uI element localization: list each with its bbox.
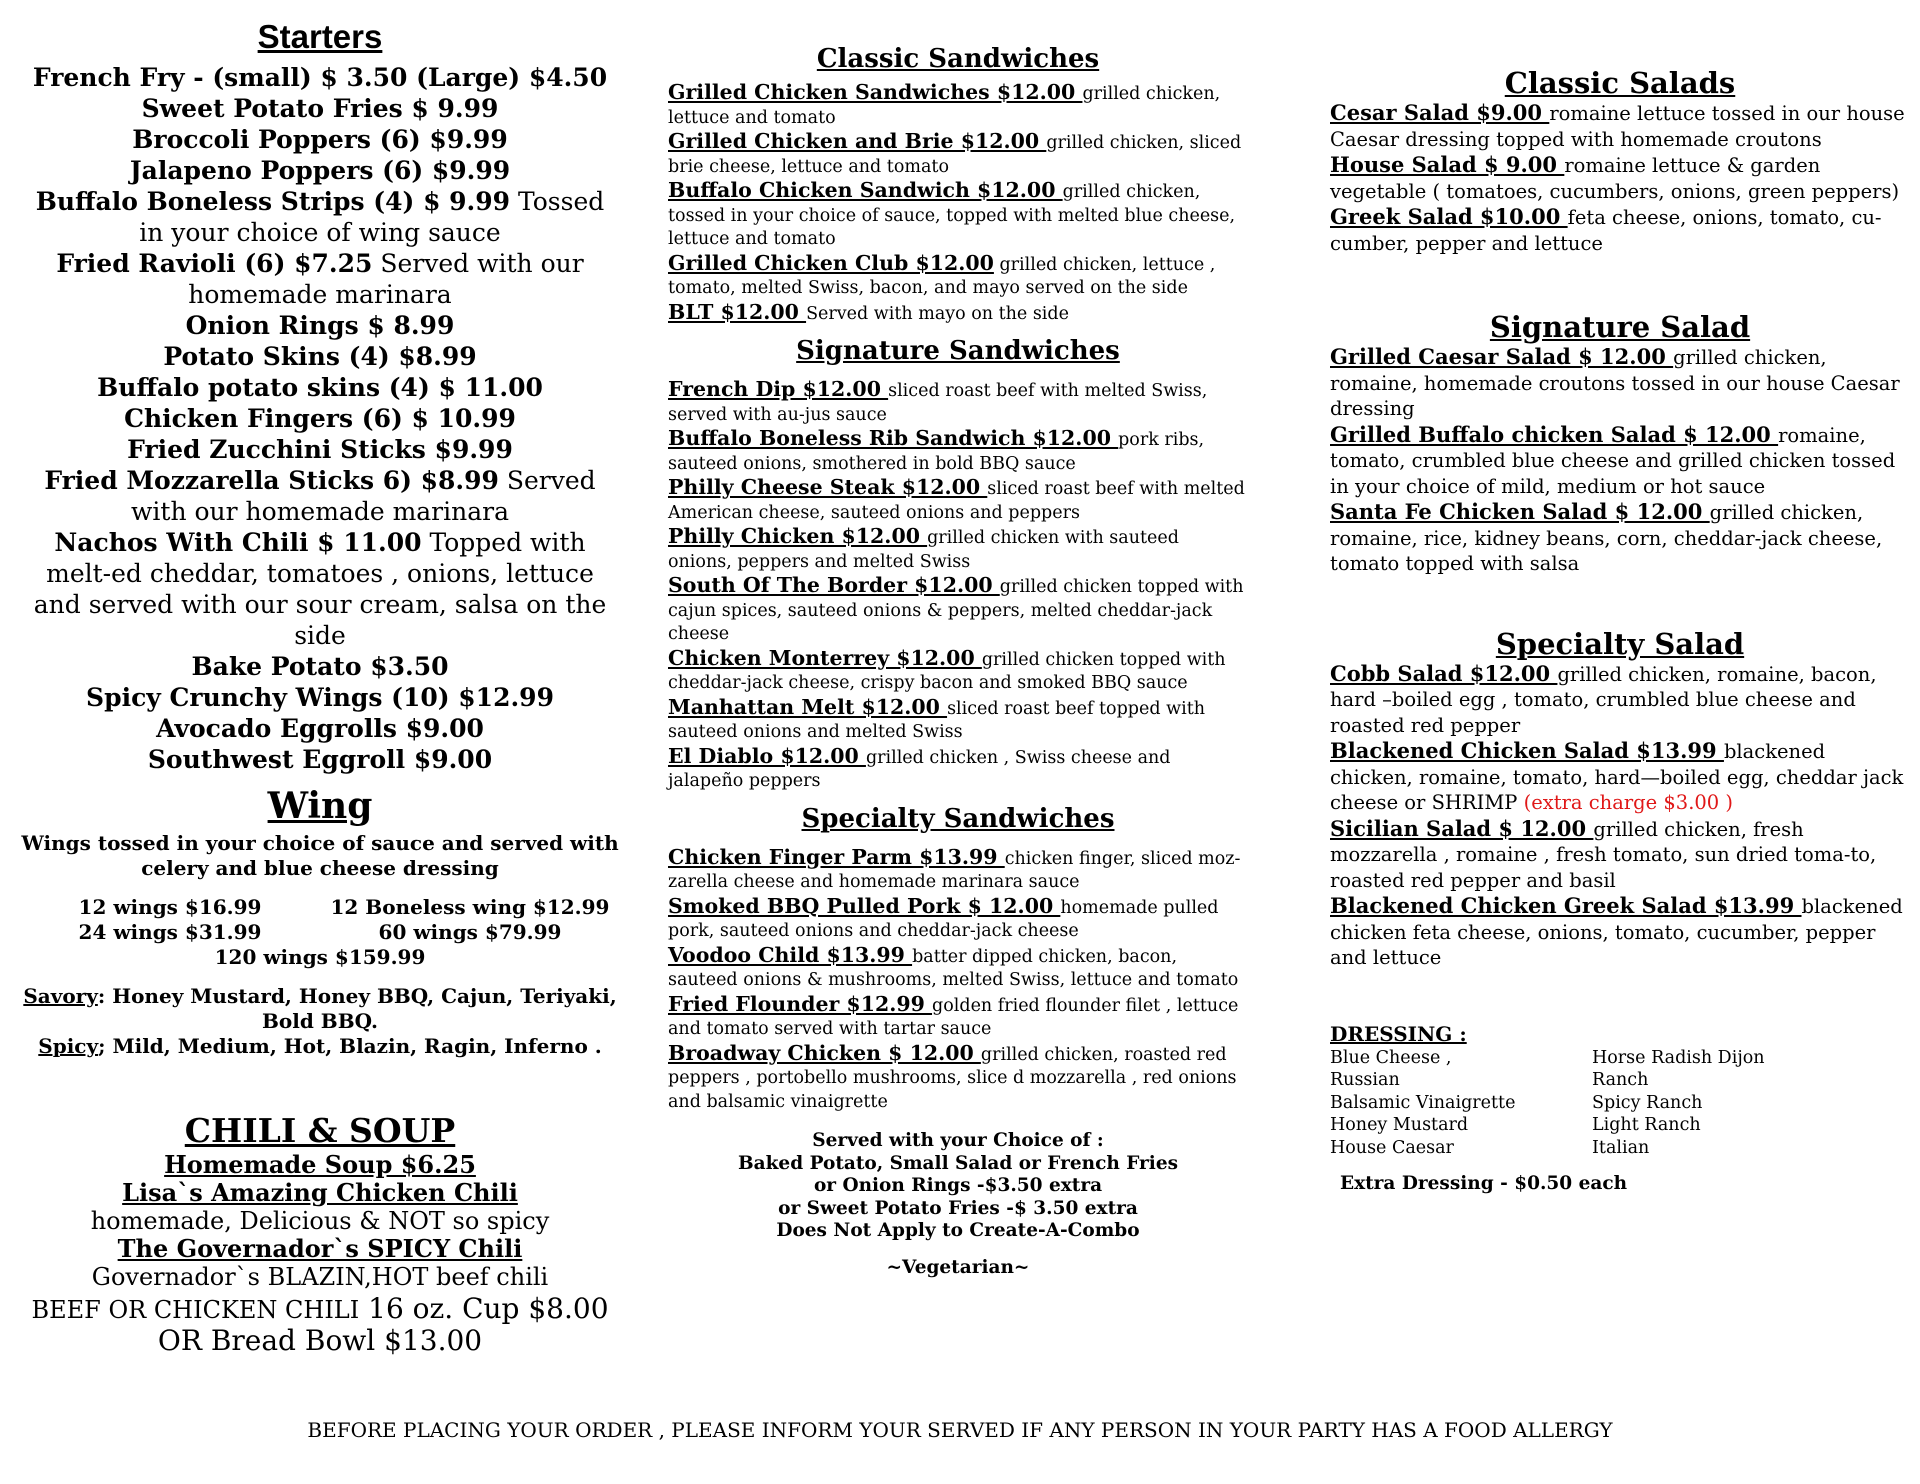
- dressing-item: House Caesar: [1330, 1137, 1454, 1158]
- menu-item: Sicilian Salad $ 12.00 grilled chicken, fresh mozzarella , romaine , fresh tomato, sun dried toma-to, roasted red pepper and basil: [1330, 815, 1877, 892]
- signature-salad-list: [1330, 344, 1910, 577]
- chili-soup-title: CHILI & SOUP: [184, 1111, 456, 1150]
- wing-title: Wing: [267, 785, 373, 827]
- menu-item: Chicken Monterrey $12.00 grilled chicken topped with cheddar-jack cheese, crispy bacon and smoked BBQ sauce: [668, 645, 1226, 693]
- menu-item: Blackened Chicken Salad $13.99 blackened chicken, romaine, tomato, hard—boiled egg, cheddar jack cheese or SHRIMP (extra charge $3.00 ): [1330, 738, 1904, 814]
- menu-item: El Diablo $12.00 grilled chicken , Swiss cheese and jalapeño peppers: [668, 743, 1171, 791]
- menu-item: Buffalo Chicken Sandwich $12.00 grilled chicken, tossed in your choice of sauce, topped with melted blue cheese, lettuce and tomato: [668, 178, 1236, 249]
- specialty-sandwiches-title: Specialty Sandwiches: [801, 803, 1115, 834]
- wing-price: 24 wings $31.99: [78, 920, 262, 944]
- chili-item: The Governador`s SPICY Chili: [117, 1234, 523, 1263]
- menu-item: Grilled Caesar Salad $ 12.00 grilled chicken, romaine, homemade croutons tossed in our house Caesar dressing: [1330, 344, 1900, 420]
- signature-salad-title: Signature Salad: [1489, 310, 1751, 344]
- wing-price: 12 Boneless wing $12.99: [330, 895, 610, 919]
- starters-list: [20, 62, 620, 775]
- menu-item: Buffalo potato skins (4) $ 11.00: [97, 373, 543, 402]
- specialty-sandwiches-list: [668, 846, 1248, 1115]
- menu-item: Cesar Salad $9.00 romaine lettuce tossed in our house Caesar dressing topped with homemade croutons: [1330, 100, 1905, 151]
- menu-item: South Of The Border $12.00 grilled chicken topped with cajun spices, sauteed onions & peppers, melted cheddar-jack cheese: [668, 573, 1244, 644]
- menu-item: Fried Flounder $12.99 golden fried flounder filet , lettuce and tomato served with tartar sauce: [668, 991, 1239, 1039]
- menu-item: Philly Chicken $12.00 grilled chicken with sauteed onions, peppers and melted Swiss: [668, 524, 1179, 572]
- menu-item: Jalapeno Poppers (6) $9.99: [129, 156, 511, 185]
- dressing-item: Russian: [1330, 1070, 1400, 1091]
- menu-item: BLT $12.00 Served with mayo on the side: [668, 299, 1069, 324]
- extra-charge-note: (extra charge $3.00 ): [1523, 791, 1734, 814]
- menu-item: Fried Ravioli (6) $7.25 Served with our homemade marinara: [56, 249, 584, 309]
- dressing-item: Honey Mustard: [1330, 1115, 1469, 1136]
- menu-item: Grilled Chicken and Brie $12.00 grilled chicken, sliced brie cheese, lettuce and tomato: [668, 129, 1242, 177]
- wing-prices: [20, 895, 620, 970]
- classic-sandwiches-title: Classic Sandwiches: [816, 44, 1100, 74]
- menu-item: Chicken Fingers (6) $ 10.99: [124, 404, 516, 433]
- menu-item: Cobb Salad $12.00 grilled chicken, romaine, bacon, hard –boiled egg , tomato, crumbled blue cheese and roasted red pepper: [1330, 660, 1877, 737]
- right-column: [1330, 0, 1910, 1194]
- dressing-title: DRESSING :: [1330, 1021, 1467, 1046]
- menu-item: Onion Rings $ 8.99: [185, 311, 455, 340]
- wing-price: 120 wings $159.99: [214, 945, 426, 969]
- savory-sauces: Savory: Honey Mustard, Honey BBQ, Cajun, Teriyaki, Bold BBQ.: [23, 984, 617, 1033]
- chili-item: Lisa`s Amazing Chicken Chili: [122, 1178, 518, 1207]
- dressing-item: Italian: [1592, 1137, 1650, 1158]
- menu-item: Grilled Buffalo chicken Salad $ 12.00 romaine, tomato, crumbled blue cheese and grilled chicken tossed in your choice of mild, medium or hot sauce: [1330, 421, 1896, 498]
- served-with-note: Served with your Choice of : Baked Potato, Small Salad or French Fries or Onion Rings -$3.50 extra or Sweet Potato Fries -$ 3.50 extra Does Not Apply to Create-A-Combo: [737, 1130, 1179, 1241]
- allergy-notice: BEFORE PLACING YOUR ORDER , PLEASE INFORM YOUR SERVED IF ANY PERSON IN YOUR PARTY HAS A FOOD ALLERGY: [307, 1418, 1613, 1442]
- classic-salads-title: Classic Salads: [1504, 66, 1736, 100]
- specialty-salad-title: Specialty Salad: [1495, 626, 1745, 661]
- dressing-item: Ranch: [1592, 1070, 1649, 1091]
- starters-title: Starters: [257, 18, 383, 55]
- menu-item: Broadway Chicken $ 12.00 grilled chicken, roasted red peppers , portobello mushrooms, slice d mozzarella , red onions and balsamic vinaigrette: [668, 1040, 1237, 1112]
- chili-bowl-price: OR Bread Bowl $13.00: [157, 1324, 483, 1357]
- signature-sandwiches-list: [668, 378, 1248, 794]
- menu-item: Santa Fe Chicken Salad $ 12.00 grilled chicken, romaine, rice, kidney beans, corn, cheddar-jack cheese, tomato topped with salsa: [1330, 499, 1883, 575]
- dressing-item: Balsamic Vinaigrette: [1330, 1092, 1516, 1113]
- menu-item: Southwest Eggroll $9.00: [147, 745, 493, 774]
- menu-item: Avocado Eggrolls $9.00: [156, 714, 484, 743]
- vegetarian-note: ~Vegetarian~: [886, 1256, 1030, 1278]
- dressing-item: Spicy Ranch: [1592, 1092, 1703, 1113]
- menu-item: Buffalo Boneless Strips (4) $ 9.99 Tossed in your choice of wing sauce: [35, 187, 605, 247]
- wing-sauces: [20, 984, 620, 1059]
- dressing-list: [1330, 1047, 1910, 1160]
- classic-salads-list: [1330, 100, 1910, 256]
- menu-item: Buffalo Boneless Rib Sandwich $12.00 pork ribs, sauteed onions, smothered in bold BBQ sauce: [668, 426, 1205, 474]
- menu-item: Philly Cheese Steak $12.00 sliced roast beef with melted American cheese, sauteed onions and peppers: [668, 475, 1245, 523]
- menu-item: Fried Mozzarella Sticks 6) $8.99 Served with our homemade marinara: [44, 466, 596, 526]
- chili-price: BEEF OR CHICKEN CHILI 16 oz. Cup $8.00: [31, 1292, 609, 1325]
- middle-column: [668, 0, 1248, 1278]
- menu-item: French Fry - (small) $ 3.50 (Large) $4.50: [32, 63, 608, 92]
- menu-item: Greek Salad $10.00 feta cheese, onions, tomato, cu-cumber, pepper and lettuce: [1330, 204, 1882, 255]
- menu-item: Grilled Chicken Sandwiches $12.00 grilled chicken, lettuce and tomato: [668, 80, 1221, 128]
- menu-item: Potato Skins (4) $8.99: [163, 342, 477, 371]
- chili-description: homemade, Delicious & NOT so spicy: [90, 1207, 550, 1235]
- wing-price: 60 wings $79.99: [378, 920, 562, 944]
- menu-item: Spicy Crunchy Wings (10) $12.99: [86, 683, 554, 712]
- menu-item: Sweet Potato Fries $ 9.99: [141, 94, 499, 123]
- extra-dressing-price: Extra Dressing - $0.50 each: [1340, 1173, 1628, 1195]
- menu-item: Fried Zucchini Sticks $9.99: [127, 435, 513, 464]
- menu-item: House Salad $ 9.00 romaine lettuce & garden vegetable ( tomatoes, cucumbers, onions, green peppers): [1330, 152, 1900, 203]
- menu-item: Smoked BBQ Pulled Pork $ 12.00 homemade pulled pork, sauteed onions and cheddar-jack cheese: [668, 893, 1219, 941]
- menu-item: Chicken Finger Parm $13.99 chicken finger, sliced moz-zarella cheese and homemade marinara sauce: [668, 844, 1241, 892]
- menu-item: Bake Potato $3.50: [191, 652, 449, 681]
- menu-item: Nachos With Chili $ 11.00 Topped with melt-ed cheddar, tomatoes , onions, lettuce and served with our sour cream, salsa on the side: [33, 528, 607, 650]
- soup-item: Homemade Soup $6.25: [164, 1150, 476, 1179]
- wing-description: Wings tossed in your choice of sauce and served with celery and blue cheese dressing: [21, 831, 619, 880]
- menu-item: Manhattan Melt $12.00 sliced roast beef topped with sauteed onions and melted Swiss: [668, 694, 1205, 742]
- menu-item: Voodoo Child $13.99 batter dipped chicken, bacon, sauteed onions & mushrooms, melted Swiss, lettuce and tomato: [668, 942, 1239, 990]
- menu-item: Blackened Chicken Greek Salad $13.99 blackened chicken feta cheese, onions, tomato, cucumber, pepper and lettuce: [1330, 893, 1903, 969]
- dressing-item: Horse Radish Dijon: [1592, 1047, 1765, 1068]
- dressing-item: Light Ranch: [1592, 1115, 1701, 1136]
- menu-item: Broccoli Poppers (6) $9.99: [132, 125, 508, 154]
- left-column: [20, 0, 620, 1358]
- specialty-salad-list: [1330, 661, 1910, 971]
- menu-item: French Dip $12.00 sliced roast beef with melted Swiss, served with au-jus sauce: [668, 377, 1208, 425]
- wing-price: 12 wings $16.99: [78, 895, 262, 919]
- chili-description: Governador`s BLAZIN,HOT beef chili: [91, 1263, 549, 1291]
- menu-item: Grilled Chicken Club $12.00 grilled chicken, lettuce , tomato, melted Swiss, bacon, and mayo served on the side: [668, 250, 1216, 298]
- classic-sandwiches-list: [668, 81, 1248, 326]
- signature-sandwiches-title: Signature Sandwiches: [796, 336, 1120, 366]
- spicy-sauces: Spicy; Mild, Medium, Hot, Blazin, Ragin, Inferno .: [38, 1034, 602, 1058]
- dressing-item: Blue Cheese ,: [1330, 1047, 1452, 1068]
